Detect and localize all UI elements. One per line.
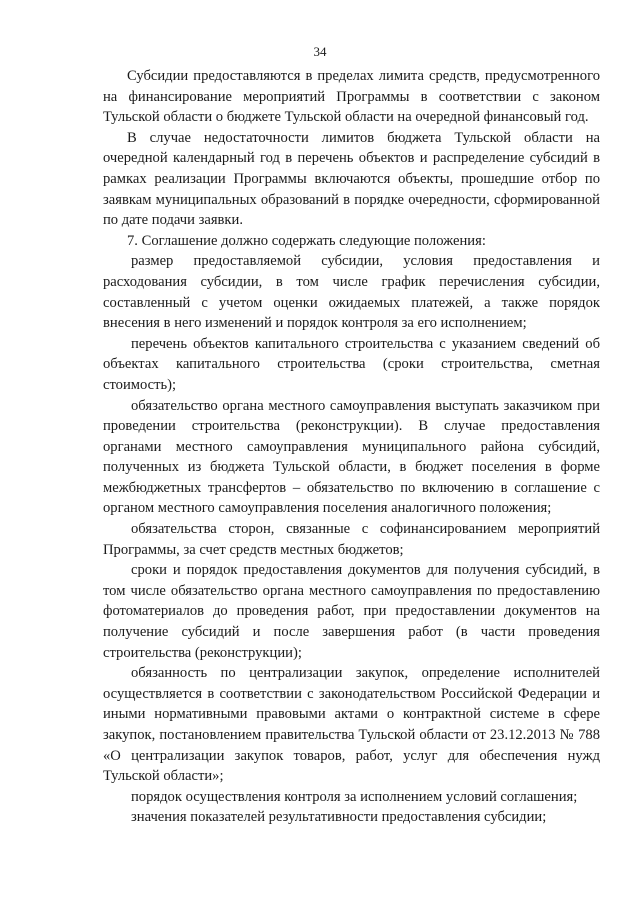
text-paragraph: Субсидии предоставляются в пределах лимита средств, предусмотренного на финансирование мероприятий Программы в соответствии с законом Тульской области о бюджете Тульской области на очередной финансовый год. — [103, 68, 600, 126]
text-paragraph: 7. Соглашение должно содержать следующие положения: — [127, 232, 486, 249]
list-item-paragraph: обязательство органа местного самоуправления выступать заказчиком при проведении строительства (реконструкции). В случае предоставления органами местного самоуправления муниципального района субсидий, полученных из бюджета Тульской области, в бюджет поселения в форме межбюджетных трансфертов – обязательство по включению в соглашение с органом местного самоуправления поселения аналогичного положения; — [103, 397, 600, 517]
page-number: 34 — [313, 44, 327, 59]
text-paragraph: В случае недостаточности лимитов бюджета Тульской области на очередной календарный год в перечень объектов и распределение субсидий в рамках реализации Программы включаются объекты, прошедшие отбор по заявкам муниципальных образований в порядке очередности, сформированной по дате подачи заявки. — [103, 129, 600, 229]
list-item-paragraph: обязательства сторон, связанные с софинансированием мероприятий Программы, за счет средств местных бюджетов; — [103, 521, 600, 558]
body-text — [103, 66, 600, 828]
list-item-paragraph: значения показателей результативности предоставления субсидии; — [131, 809, 547, 826]
list-item-paragraph: сроки и порядок предоставления документов для получения субсидий, в том числе обязательство органа местного самоуправления по предоставлению фотоматериалов до проведения работ, при предоставлении документов на получение субсидий и после завершения работ (в части проведения строительства (реконструкции); — [103, 562, 600, 661]
list-item-paragraph: размер предоставляемой субсидии, условия предоставления и расходования субсидии, в том числе график перечисления субсидии, составленный с учетом оценки ожидаемых платежей, а также порядок внесения в него изменений и порядок контроля за его исполнением; — [103, 253, 600, 332]
list-item-paragraph: порядок осуществления контроля за исполнением условий соглашения; — [131, 788, 578, 805]
list-item-paragraph: перечень объектов капитального строительства с указанием сведений об объектах капитального строительства (сроки строительства, сметная стоимость); — [103, 335, 600, 393]
list-item-paragraph: обязанность по централизации закупок, определение исполнителей осуществляется в соответствии с законодательством Российской Федерации и иными нормативными правовыми актами о контрактной системе в сфере закупок, постановлением правительства Тульской области от 23.12.2013 № 788 «О централизации закупок товаров, работ, услуг для обеспечения нужд Тульской области»; — [103, 665, 600, 785]
